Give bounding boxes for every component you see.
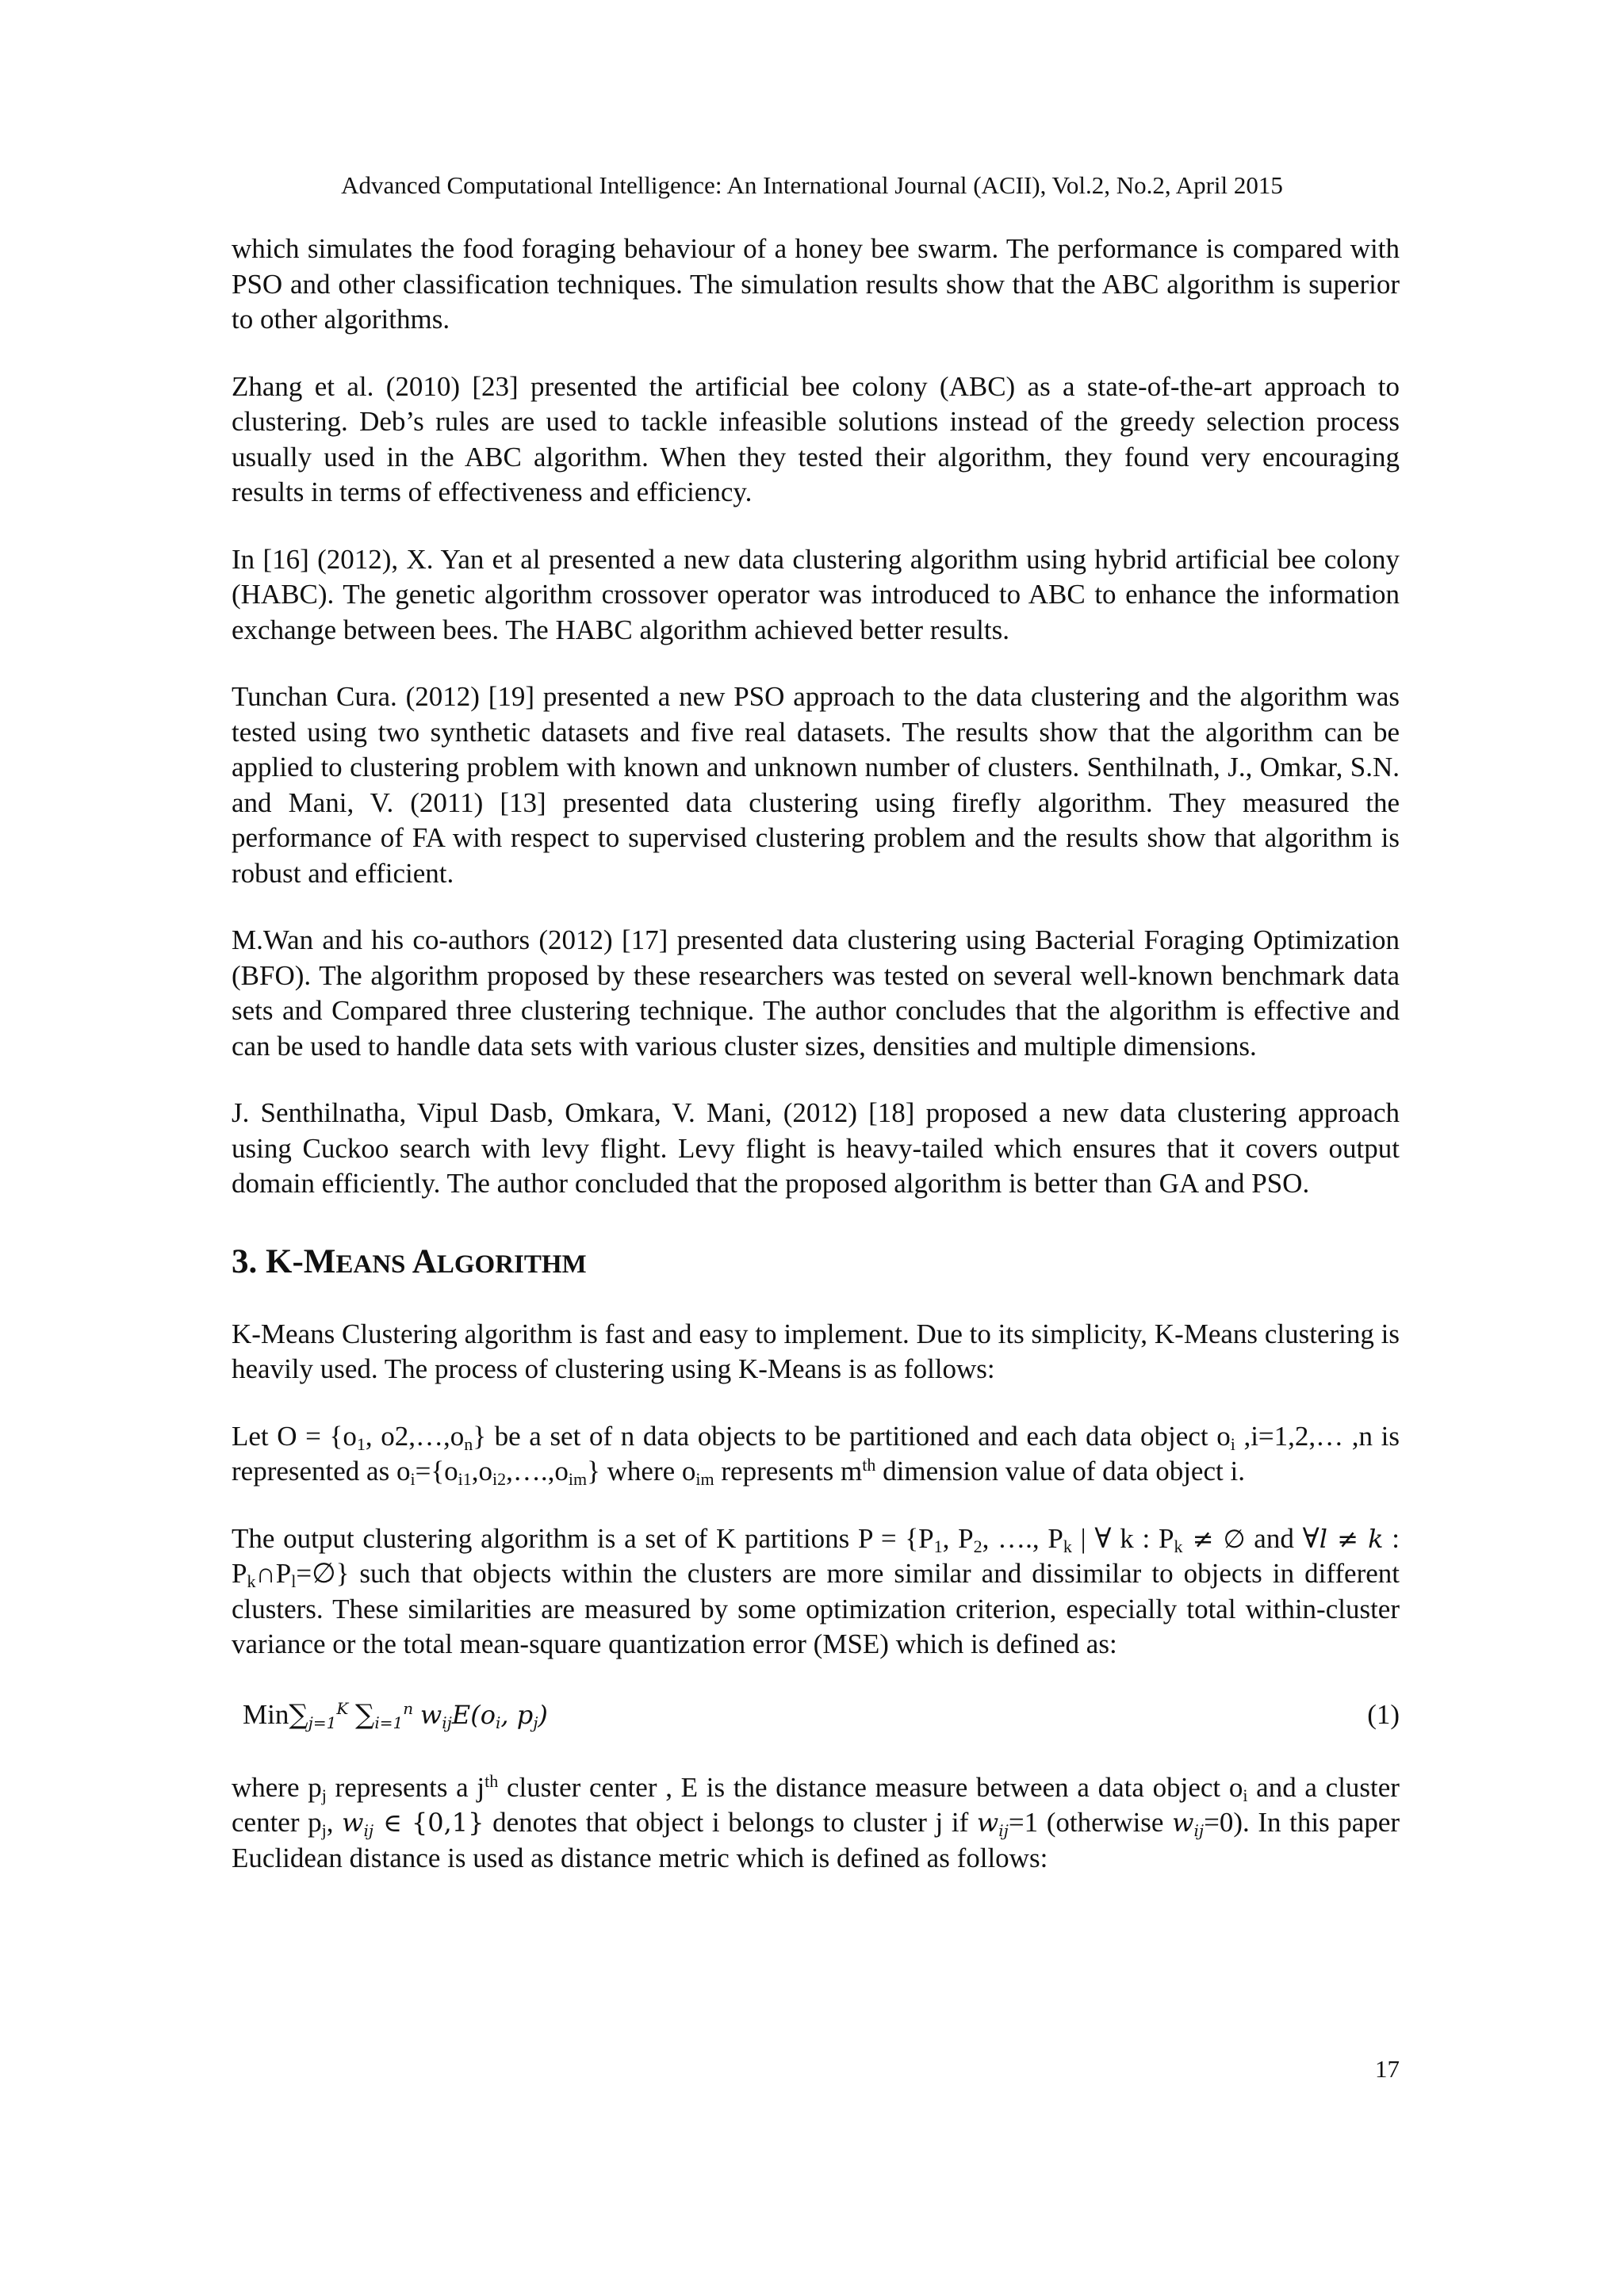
page-body xyxy=(232,232,1400,1876)
paragraph-2: Zhang et al. (2010) [23] presented the artificial bee colony (ABC) as a state-of-the-art approach to clustering. Deb’s rules are used to tackle infeasible solutions instead of the greedy selection process usually used in the ABC algorithm. When they tested their algorithm, they found very encouraging results in terms of effectiveness and efficiency. xyxy=(232,370,1400,507)
paragraph-6: J. Senthilnatha, Vipul Dasb, Omkara, V. Mani, (2012) [18] proposed a new data clustering approach using Cuckoo search with levy flight. Levy flight is heavy-tailed which ensures that it covers output domain efficiently. The author concluded that the proposed algorithm is better than GA and PSO. xyxy=(232,1097,1400,1199)
paragraph-4: Tunchan Cura. (2012) [19] presented a new PSO approach to the data clustering and the algorithm was tested using two synthetic datasets and five real datasets. The results show that the algorithm can be applied to clustering problem with known and unknown number of clusters. Senthilnath, J., Omkar, S.N. and Mani, V. (2011) [13] presented data clustering using firefly algorithm. They measured the performance of FA with respect to supervised clustering problem and the results show that algorithm is robust and efficient. xyxy=(232,681,1400,889)
equation-number: (1) xyxy=(1367,1698,1400,1730)
page-number: 17 xyxy=(1375,2055,1400,2083)
paragraph-8: Let $O = \{o_1$, $o2,\dots,o_n$} be a set of n data objects to be partitioned and each data object $o_i$ ,i=1,2,… ,n is represented as $o_i=\{o_{i1},o_{i2},\dots.,o_{im}\}$ where $o_{im}$ represents $m^{th}$ dimension value of data object i. xyxy=(232,1420,1400,1489)
paragraph-3: In [16] (2012), X. Yan et al presented a new data clustering algorithm using hybrid artificial bee colony (HABC). The genetic algorithm crossover operator was introduced to ABC to enhance the information exchange between bees. The HABC algorithm achieved better results. xyxy=(232,543,1400,645)
paragraph-5: M.Wan and his co-authors (2012) [17] presented data clustering using Bacterial Foraging Optimization (BFO). The algorithm proposed by these researchers was tested on several well-known benchmark data sets and Compared three clustering technique. The author concludes that the algorithm is effective and can be used to handle data sets with various cluster sizes, densities and multiple dimensions. xyxy=(232,924,1400,1062)
paragraph-10: where $p_j$ represents a $j^{th}$ cluster center , E is the distance measure between a data object $o_i$ and a cluster center $p_j$, $w_{ij}$ ∈ {0,1} denotes that object i belongs to cluster j if $w_{ij}=1$ (otherwise $w_{ij}=0$). In this paper Euclidean distance is used as distance metric which is defined as follows: xyxy=(232,1770,1400,1873)
paragraph-7: K-Means Clustering algorithm is fast and easy to implement. Due to its simplicity, K-Means clustering is heavily used. The process of clustering using K-Means is as follows: xyxy=(232,1318,1400,1384)
running-header: Advanced Computational Intelligence: An International Journal (ACII), Vol.2, No.2, April 2015 xyxy=(341,171,1283,199)
equation-1 xyxy=(232,1694,1400,1739)
paragraph-9: The output clustering algorithm is a set of K partitions $P = \{P_1$, $P_2$, …., $P_k$ | ∀ k : $P_k$ ≠ ∅ and ∀l ≠ k : $P_k\cap P_l=\emptyset$} such that objects within the clusters are more similar and dissimilar to objects in different clusters. These similarities are measured by some optimization criterion, especially total within-cluster variance or the total mean-square quantization error (MSE) which is defined as: xyxy=(232,1522,1400,1659)
equation-body: $Min\sum_{j=1}^K$ $\sum_{i=1}^n$ $w_{ij}E(o_i$, $p_j$) xyxy=(243,1698,548,1732)
section-heading: 3. K-MEANS ALGORITHM xyxy=(232,1242,587,1280)
paragraph-1: which simulates the food foraging behaviour of a honey bee swarm. The performance is compared with PSO and other classification techniques. The simulation results show that the ABC algorithm is superior to other algorithms. xyxy=(232,233,1400,335)
